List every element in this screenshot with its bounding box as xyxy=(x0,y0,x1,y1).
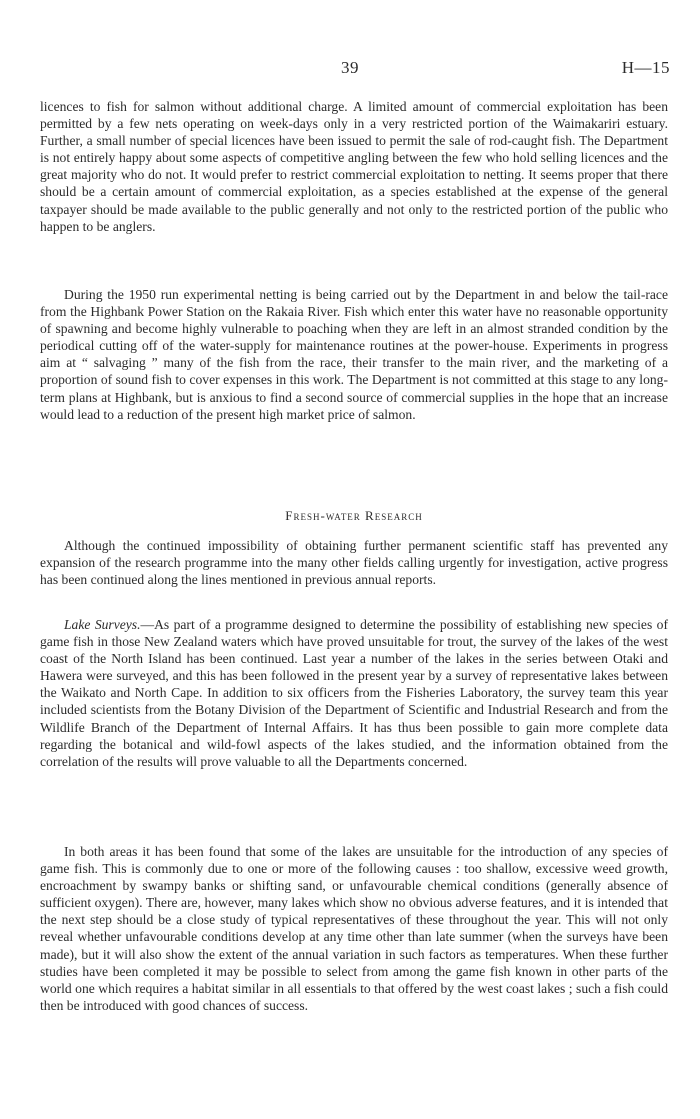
paragraph-experimental-netting: During the 1950 run experimental netting is being carried out by the Department in and below the tail-race from the Highbank Power Station on the Rakaia River. Fish which enter this water have no reasonable opportunity of spawning and become highly vulnerable to poaching when they are left in an almost stranded condition by the periodical cutting off of the water-supply for maintenance routines at the power-house. Experiments in progress aim at “ salvaging ” many of the fish from the race, their transfer to the main river, and the marketing of a proportion of sound fish to cover expenses in this work. The Department is not committed at this stage to any long-term plans at Highbank, but is anxious to find a second source of commercial supplies in the hope that an increase would lead to a reduction of the present high market price of salmon. xyxy=(40,287,668,422)
document-reference: H—15 xyxy=(621,58,670,77)
paragraph-commercial-exploitation: licences to fish for salmon without additional charge. A limited amount of commercial exploitation has been permitted by a few nets operating on week-days only in a very restricted portion of the Waimakariri estuary. Further, a small number of special licences have been issued to permit the sale of rod-caught fish. The Department is not entirely happy about some aspects of competitive angling between the few who hold selling licences and the great majority who do not. It would prefer to restrict commercial exploitation to netting. It seems proper that there should be a certain amount of commercial exploitation, as a species established at the expense of the general taxpayer should be made available to the public generally and not only to the restricted portion of the public who happen to be anglers. xyxy=(40,99,668,234)
paragraph-unsuitable-lakes: In both areas it has been found that some of the lakes are unsuitable for the introduction of any species of game fish. This is commonly due to one or more of the following causes : too shallow, excessive weed growth, encroachment by swampy banks or shifting sand, or unfavourable chemical conditions (generally absence of sufficient oxygen). There are, however, many lakes which show no obvious adverse features, and it is intended that the next step should be a close study of typical representatives of these throughout the year. This will not only reveal whether unfavourable conditions develop at any time other than late summer (when the surveys have been made), but it will also show the extent of the annual variation in such factors as temperatures. When these further studies have been completed it may be possible to select from among the game fish known in other parts of the world one which requires a habitat similar in all essentials to that offered by the west coast lakes ; such a fish could then be introduced with good chances of success. xyxy=(40,844,668,1013)
text-block-unsuitable-lakes xyxy=(40,843,668,1014)
text-block-salmon xyxy=(40,98,668,235)
page-number: 39 xyxy=(341,58,359,77)
paragraph-research-staff: Although the continued impossibility of obtaining further permanent scientific staff has prevented any expansion of the research programme into the many other fields calling urgently for investigation, active progress has been continued along the lines mentioned in previous annual reports. xyxy=(40,538,668,588)
paragraph-lake-surveys xyxy=(40,616,668,770)
page-header xyxy=(0,58,700,82)
text-block-research xyxy=(40,537,668,588)
section-heading: Fresh-water Research xyxy=(285,508,423,523)
text-block-highbank xyxy=(40,286,668,423)
run-in-heading: Lake Surveys. xyxy=(64,617,141,632)
paragraph-lake-surveys-text: —As part of a programme designed to determine the possibility of establishing new species of game fish in those New Zealand waters which have proved unsuitable for trout, the survey of the lakes of the west coast of the North Island has been continued. Last year a number of the lakes in the series between Otaki and Hawera were surveyed, and this has been followed in the present year by a survey of representative lakes between the Waikato and North Cape. In addition to six officers from the Fisheries Laboratory, the survey team this year included scientists from the Botany Division of the Department of Scientific and Industrial Research and from the Wildlife Branch of the Department of Internal Affairs. It has thus been possible to gain more complete data regarding the botanical and wild-fowl aspects of the lakes studied, and the information obtained from the correlation of the results will prove valuable to all the Departments concerned. xyxy=(40,617,668,769)
text-block-lake-surveys xyxy=(40,616,668,770)
